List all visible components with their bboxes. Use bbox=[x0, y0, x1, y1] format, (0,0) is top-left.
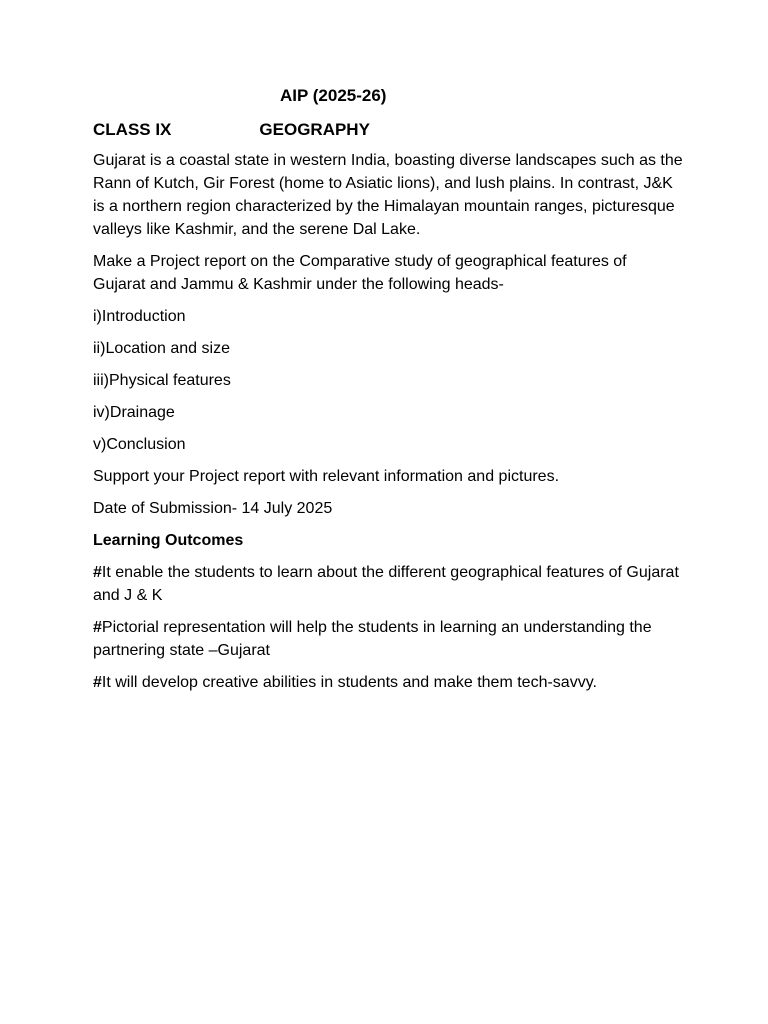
head-item-drainage: iv)Drainage bbox=[93, 404, 175, 421]
support-line: Support your Project report with relevant information and pictures. bbox=[93, 468, 560, 485]
task-paragraph: Make a Project report on the Comparative study of geographical features of Gujarat and Jammu & Kashmir under the following heads- bbox=[93, 253, 627, 293]
outcome-marker: # bbox=[93, 674, 102, 691]
outcome-text: It will develop creative abilities in students and make them tech-savvy. bbox=[101, 674, 597, 691]
intro-paragraph: Gujarat is a coastal state in western India, boasting diverse landscapes such as the Rann of Kutch, Gir Forest (home to Asiatic lions), and lush plains. In contrast, J&K is a northern region characterized by the Himalayan mountain ranges, picturesque valleys like Kashmir, and the serene Dal Lake. bbox=[93, 152, 683, 238]
outcome-item bbox=[93, 671, 683, 694]
outcome-marker: # bbox=[93, 619, 102, 636]
document-page bbox=[93, 84, 683, 703]
head-item-introduction: i)Introduction bbox=[93, 308, 186, 325]
class-subject-line bbox=[93, 118, 683, 142]
document-title: AIP (2025-26) bbox=[280, 86, 387, 105]
class-label: CLASS IX bbox=[93, 120, 172, 139]
outcome-marker: # bbox=[93, 564, 102, 581]
outcome-item bbox=[93, 561, 683, 607]
outcome-text: It enable the students to learn about the different geographical features of Gujarat and J & K bbox=[93, 564, 679, 604]
subject-label: GEOGRAPHY bbox=[259, 120, 370, 139]
submission-date-line: Date of Submission- 14 July 2025 bbox=[93, 500, 333, 517]
head-item-conclusion: v)Conclusion bbox=[93, 436, 186, 453]
head-item-location-size: ii)Location and size bbox=[93, 340, 230, 357]
head-item-physical-features: iii)Physical features bbox=[93, 372, 231, 389]
learning-outcomes-heading: Learning Outcomes bbox=[93, 532, 244, 549]
outcome-item bbox=[93, 616, 683, 662]
outcome-text: Pictorial representation will help the students in learning an understanding the partnering state –Gujarat bbox=[93, 619, 652, 659]
